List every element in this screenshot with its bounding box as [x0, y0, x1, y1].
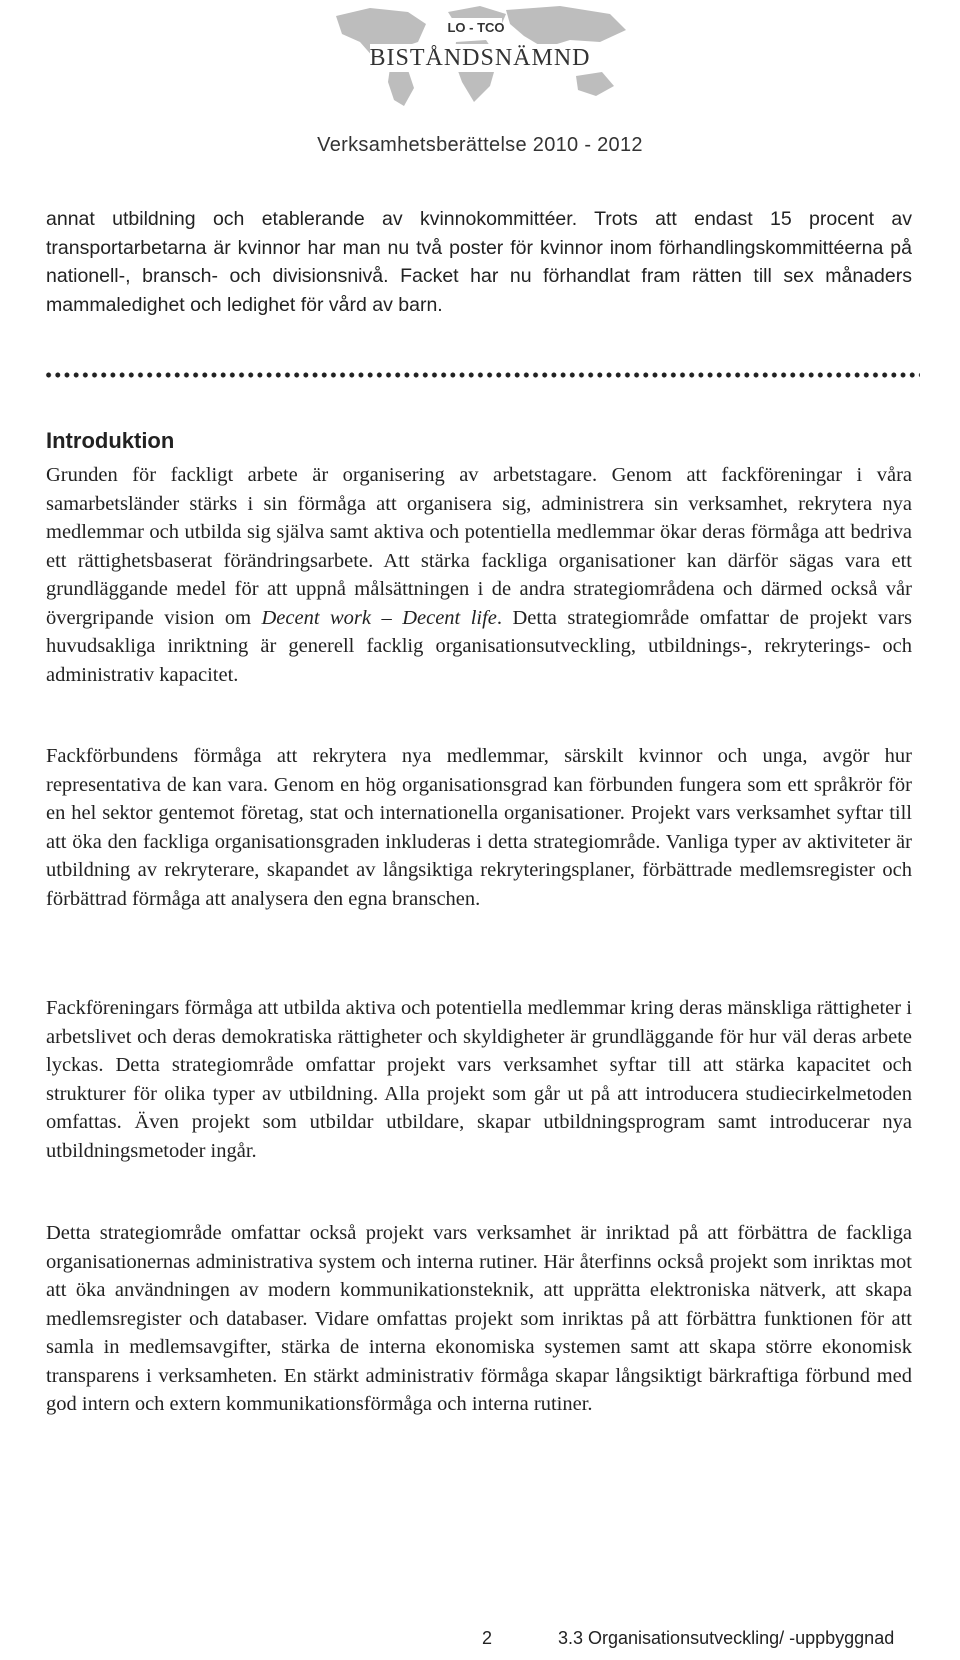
world-map-logo-graphic	[330, 2, 630, 112]
section-heading: Introduktion	[46, 428, 175, 453]
page-number: 2	[482, 1628, 493, 1648]
paragraph-1-start: Grunden för fackligt arbete är organisering av arbetstagare. Genom att fackföreningar i våra samarbetsländer stärks i sin förmåga att organisera sig, administrera sin verksamhet, rekrytera nya medlemmar och utbilda sig själva samt aktiva och potentiella medlemmar ökar deras förmåga att bedriva ett rättighetsbaserat förändringsarbete. Att stärka fackliga organisationer kan därför sägas vara ett grundläggande medel för att uppnå målsättningen i de andra strategiområdena och därmed också vår övergripande vision om	[46, 464, 912, 629]
paragraph-3: Fackföreningars förmåga att utbilda aktiva och potentiella medlemmar kring deras mänskliga rättigheter i arbetslivet och deras demokratiska rättigheter och skyldigheter är grundläggande för hur väl deras arbete lyckas. Detta strategiområde omfattar projekt vars verksamhet syftar till att stärka kapacitet och strukturer för olika typer av utbildning. Alla projekt som går ut på att introducera studiecirkelmetoden omfattas. Även projekt som utbildar utbildare, skapar utbildningsprogram samt introducerar nya utbildningsmetoder ingår.	[46, 997, 912, 1162]
paragraph-1	[46, 461, 912, 689]
paragraph-2: Fackförbundens förmåga att rekrytera nya medlemmar, särskilt kvinnor och unga, avgör hur representativa de kan vara. Genom en hög organisationsgrad kan förbunden fungera som ett språkrör för en hel sektor gentemot företag, stat och internationella organisationer. Projekt vars verksamhet syftar till att öka den fackliga organisationsgraden inkluderas i detta strategiområde. Vanliga typer av aktiviteter är utbildning av rekryterare, skapandet av långsiktiga rekryteringsplaner, förbättrade medlemsregister och förbättrad förmåga att analysera den egna branschen.	[46, 745, 912, 910]
logo	[330, 2, 630, 112]
paragraph-1-end: . Detta strategiområde omfattar de projekt vars huvudsakliga inriktning är generell facklig organisationsutveckling, utbildnings-, rekryterings- och administrativ kapacitet.	[46, 606, 913, 686]
paragraph-1-italic: Decent work – Decent life	[261, 606, 497, 629]
intro-paragraph: annat utbildning och etablerande av kvinnokommittéer. Trots att endast 15 procent av transportarbetarna är kvinnor har man nu två poster för kvinnor inom förhandlingskommittéerna på nationell-, bransch- och divisionsnivå. Facket har nu förhandlat fram rätten till sex månaders mammaledighet och ledighet för vård av barn.	[46, 208, 912, 316]
document-subtitle: Verksamhetsberättelse 2010 - 2012	[317, 134, 643, 156]
paragraph-4: Detta strategiområde omfattar också projekt vars verksamhet är inriktad på att förbättra de fackliga organisationernas administrativa system och interna rutiner. Här återfinns också projekt som inriktas mot att öka användningen av modern kommunikationsteknik, att upprätta elektroniska nätverk, att skapa medlemsregister och databaser. Vidare omfattas projekt som inriktas på att förbättra funktionen för att samla in medlemsavgifter, stärka de interna ekonomiska systemen samt att skapa större ekonomisk transparens i verksamheten. En stärkt administrativ förmåga skapar långsiktigt bärkraftiga förbund med god intern och extern kommunikationsförmåga och interna rutiner.	[46, 1222, 912, 1415]
logo-name-text: BISTÅNDSNÄMND	[369, 45, 591, 71]
footer-section-label: 3.3 Organisationsutveckling/ -uppbyggnad	[558, 1628, 895, 1648]
dotted-divider	[44, 372, 920, 378]
logo-top-text: LO - TCO	[447, 20, 505, 35]
